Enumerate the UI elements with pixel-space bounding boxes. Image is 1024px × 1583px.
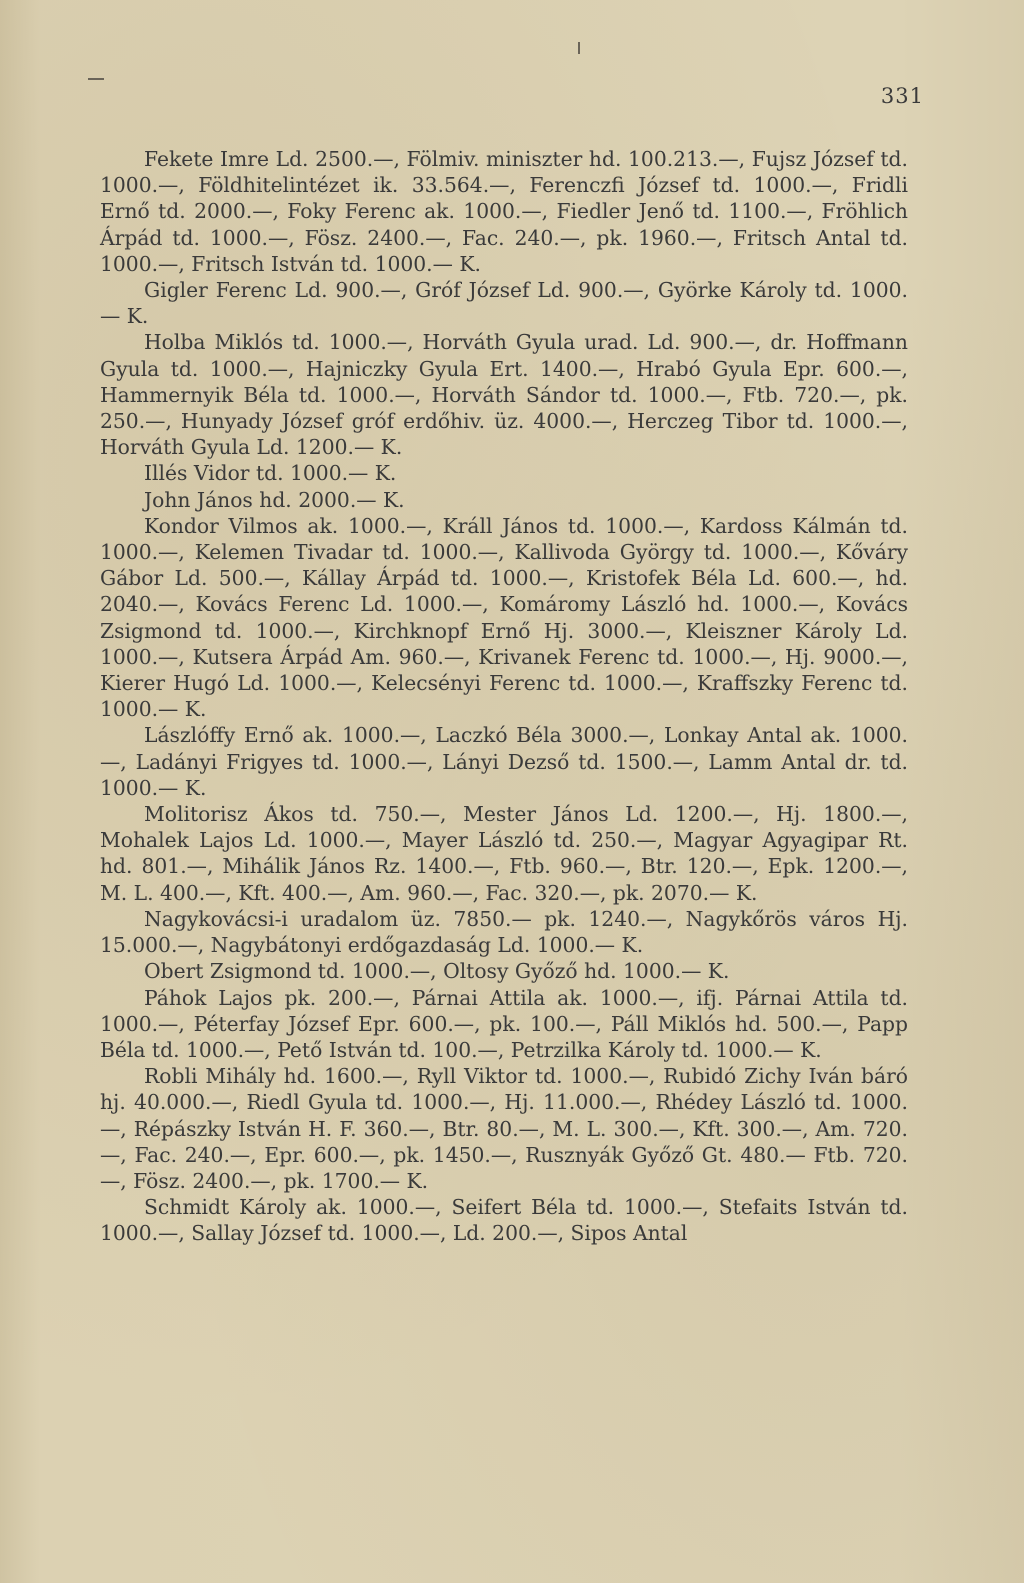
paragraph-j: John János hd. 2000.— K.	[144, 487, 405, 512]
paragraph-r: Robli Mihály hd. 1600.—, Ryll Viktor td. 1000.—, Rubidó Zichy Iván báró hj. 40.000.—, Riedl Gyula td. 1000.—, Hj. 11.000.—, Rhédey László td. 1000.—, Répászky István H. F. 360.—, Btr. 80.—, M. L. 300.—, Kft. 300.—, Am. 720.—, Fac. 240.—, Epr. 600.—, pk. 1450.—, Rusznyák Győző Gt. 480.— Ftb. 720.—, Fösz. 2400.—, pk. 1700.— K.	[100, 1064, 908, 1193]
paragraph-g: Gigler Ferenc Ld. 900.—, Gróf József Ld. 900.—, Györke Károly td. 1000.— K.	[100, 278, 908, 329]
paragraph-p: Páhok Lajos pk. 200.—, Párnai Attila ak. 1000.—, ifj. Párnai Attila td. 1000.—, Péterfay József Epr. 600.—, pk. 100.—, Páll Miklós hd. 500.—, Papp Béla td. 1000.—, Pető István td. 100.—, Petrzilka Károly td. 1000.— K.	[100, 985, 908, 1062]
paragraph-h: Holba Miklós td. 1000.—, Horváth Gyula urad. Ld. 900.—, dr. Hoffmann Gyula td. 1000.—, Hajniczky Gyula Ert. 1400.—, Hrabó Gyula Epr. 600.—, Hammernyik Béla td. 1000.—, Horváth Sándor td. 1000.—, Ftb. 720.—, pk. 250.—, Hunyady József gróf erdőhiv. üz. 4000.—, Herczeg Tibor td. 1000.—, Horváth Gyula Ld. 1200.— K.	[100, 330, 908, 460]
paragraph-i: Illés Vidor td. 1000.— K.	[144, 461, 397, 486]
text-block	[100, 146, 908, 1247]
paragraph-k: Kondor Vilmos ak. 1000.—, Králl János td. 1000.—, Kardoss Kálmán td. 1000.—, Kelemen Tivadar td. 1000.—, Kallivoda György td. 1000.—, Kőváry Gábor Ld. 500.—, Kállay Árpád td. 1000.—, Kristofek Béla Ld. 600.—, hd. 2040.—, Kovács Ferenc Ld. 1000.—, Komáromy László hd. 1000.—, Kovács Zsigmond td. 1000.—, Kirchknopf Ernő Hj. 3000.—, Kleiszner Károly Ld. 1000.—, Kutsera Árpád Am. 960.—, Krivanek Ferenc td. 1000.—, Hj. 9000.—, Kierer Hugó Ld. 1000.—, Kelecsényi Ferenc td. 1000.—, Kraffszky Ferenc td. 1000.— K.	[100, 513, 908, 722]
paragraph-f: Fekete Imre Ld. 2500.—, Fölmiv. miniszter hd. 100.213.—, Fujsz József td. 1000.—, Földhitelintézet ik. 33.564.—, Ferenczfi József td. 1000.—, Fridli Ernő td. 2000.—, Foky Ferenc ak. 1000.—, Fiedler Jenő td. 1100.—, Fröhlich Árpád td. 1000.—, Fösz. 2400.—, Fac. 240.—, pk. 1960.—, Fritsch Antal td. 1000.—, Fritsch István td. 1000.— K.	[100, 147, 908, 276]
scan-mark	[88, 78, 104, 80]
page-number: 331	[880, 84, 924, 108]
paragraph-s: Schmidt Károly ak. 1000.—, Seifert Béla td. 1000.—, Stefaits István td. 1000.—, Sallay József td. 1000.—, Ld. 200.—, Sipos Antal	[100, 1195, 908, 1246]
paragraph-n: Nagykovácsi-i uradalom üz. 7850.— pk. 1240.—, Nagykőrös város Hj. 15.000.—, Nagybátonyi erdőgazdaság Ld. 1000.— K.	[100, 906, 908, 958]
paragraph-l: Lászlóffy Ernő ak. 1000.—, Laczkó Béla 3000.—, Lonkay Antal ak. 1000.—, Ladányi Frigyes td. 1000.—, Lányi Dezső td. 1500.—, Lamm Antal dr. td. 1000.— K.	[100, 723, 908, 800]
paragraph-m: Molitorisz Ákos td. 750.—, Mester János Ld. 1200.—, Hj. 1800.—, Mohalek Lajos Ld. 1000.—, Mayer László td. 250.—, Magyar Agyagipar Rt. hd. 801.—, Mihálik János Rz. 1400.—, Ftb. 960.—, Btr. 120.—, Epk. 1200.—, M. L. 400.—, Kft. 400.—, Am. 960.—, Fac. 320.—, pk. 2070.— K.	[100, 802, 908, 905]
scan-mark	[578, 42, 580, 54]
paragraph-o: Obert Zsigmond td. 1000.—, Oltosy Győző hd. 1000.— K.	[144, 959, 730, 984]
